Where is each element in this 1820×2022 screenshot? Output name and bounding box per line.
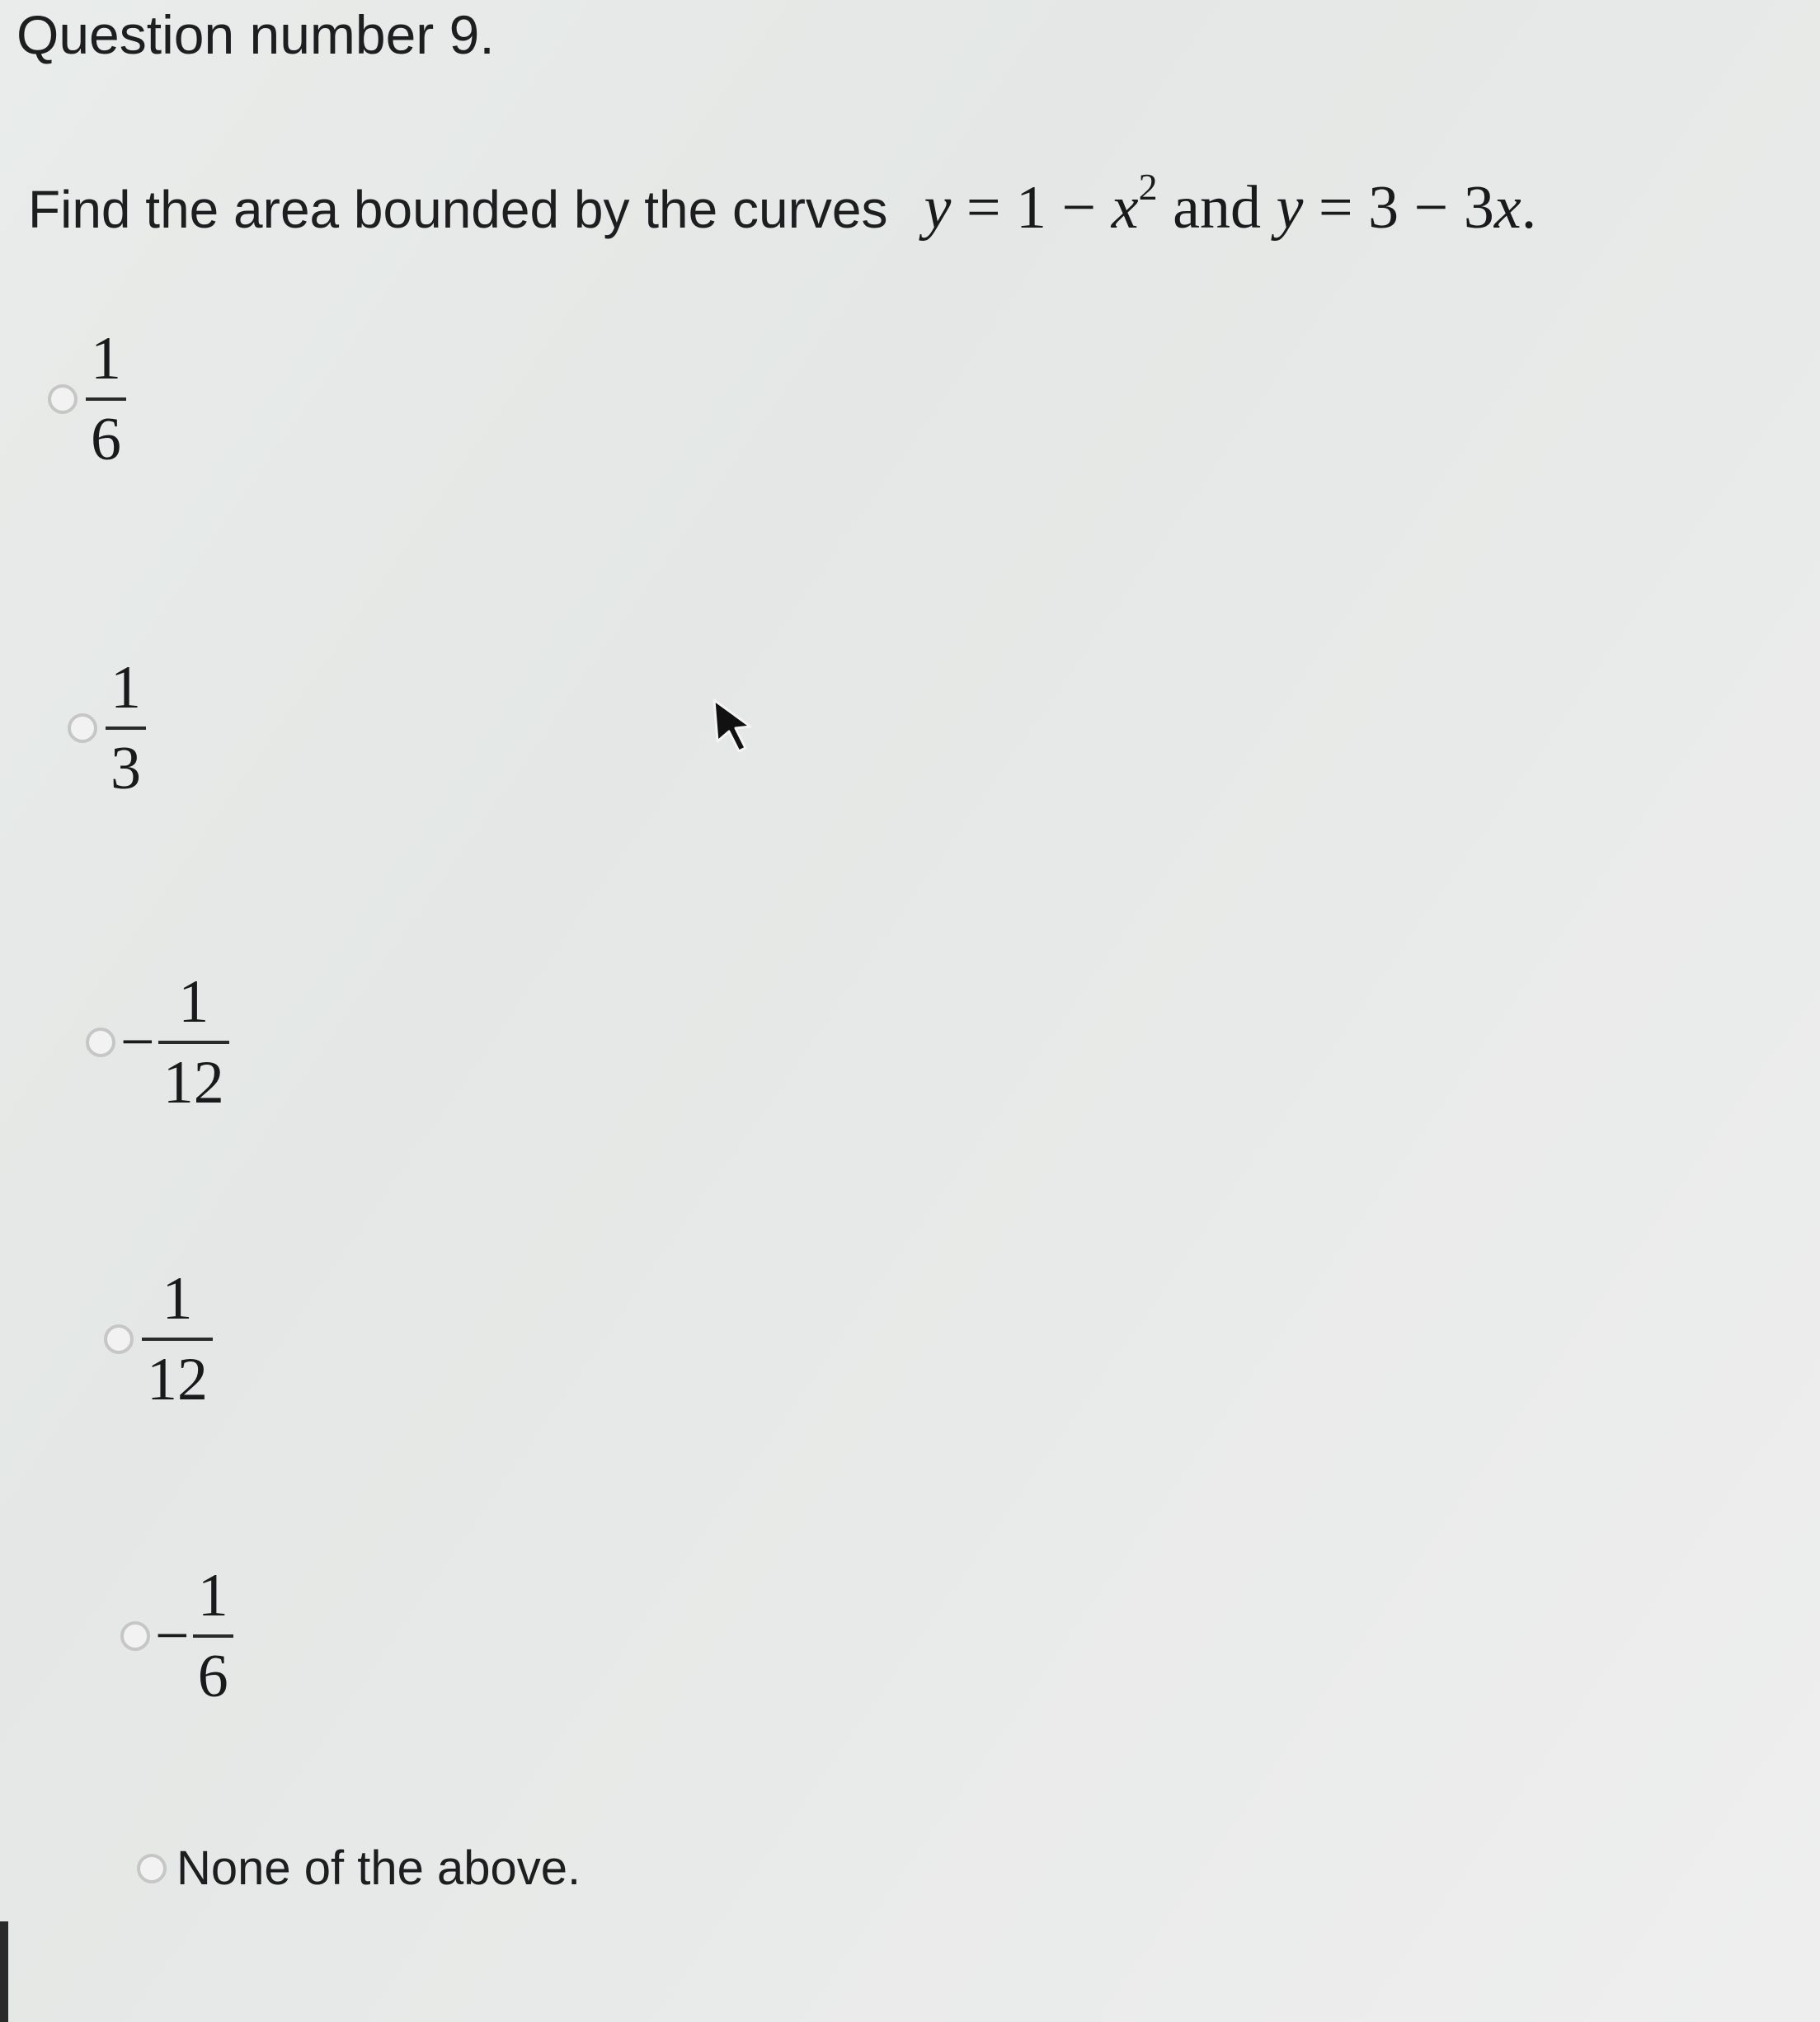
equation <box>924 166 1537 243</box>
fraction-denominator: 12 <box>162 1049 224 1117</box>
answer-option[interactable] <box>120 1562 233 1710</box>
answer-option[interactable] <box>48 325 126 473</box>
option-fraction <box>142 1265 213 1413</box>
fraction-denominator: 6 <box>197 1643 228 1710</box>
eq2-var: x <box>1493 174 1521 242</box>
answer-option[interactable] <box>104 1265 213 1413</box>
mouse-pointer-icon <box>711 697 760 755</box>
screen-edge <box>0 1921 8 2022</box>
question-prompt <box>28 166 1537 243</box>
fraction-denominator: 12 <box>147 1346 208 1413</box>
option-fraction <box>106 654 146 802</box>
option-label: None of the above. <box>176 1841 581 1895</box>
radio-button[interactable] <box>120 1621 150 1651</box>
fraction-numerator: 1 <box>178 968 209 1036</box>
fraction-numerator: 1 <box>162 1265 193 1333</box>
eq1-rhs: = 1 − <box>951 174 1112 242</box>
eq1-lhs: y <box>924 174 952 242</box>
radio-button[interactable] <box>86 1027 115 1057</box>
radio-button[interactable] <box>104 1324 134 1354</box>
fraction-denominator: 6 <box>91 406 121 473</box>
option-sign: − <box>155 1601 190 1670</box>
option-fraction <box>86 325 126 473</box>
question-title: Question number 9. <box>16 4 495 65</box>
eq1-exponent: 2 <box>1138 166 1158 208</box>
fraction-numerator: 1 <box>111 654 141 722</box>
eq1-var: x <box>1111 174 1139 242</box>
option-sign: − <box>120 1008 155 1076</box>
prompt-text: Find the area bounded by the curves <box>28 180 888 239</box>
radio-button[interactable] <box>68 713 97 743</box>
fraction-numerator: 1 <box>197 1562 228 1629</box>
radio-button[interactable] <box>48 384 78 414</box>
answer-option-none[interactable] <box>137 1841 581 1896</box>
answer-option[interactable] <box>68 654 146 802</box>
answer-option[interactable] <box>86 968 229 1117</box>
fraction-denominator: 3 <box>111 735 141 802</box>
option-fraction <box>193 1562 233 1710</box>
equation-end: . <box>1521 174 1537 242</box>
radio-button[interactable] <box>137 1854 167 1883</box>
conjunction: and <box>1157 174 1277 242</box>
fraction-numerator: 1 <box>91 325 121 393</box>
eq2-lhs: y <box>1276 174 1304 242</box>
eq2-rhs: = 3 − 3 <box>1303 174 1494 242</box>
option-fraction <box>158 968 229 1117</box>
